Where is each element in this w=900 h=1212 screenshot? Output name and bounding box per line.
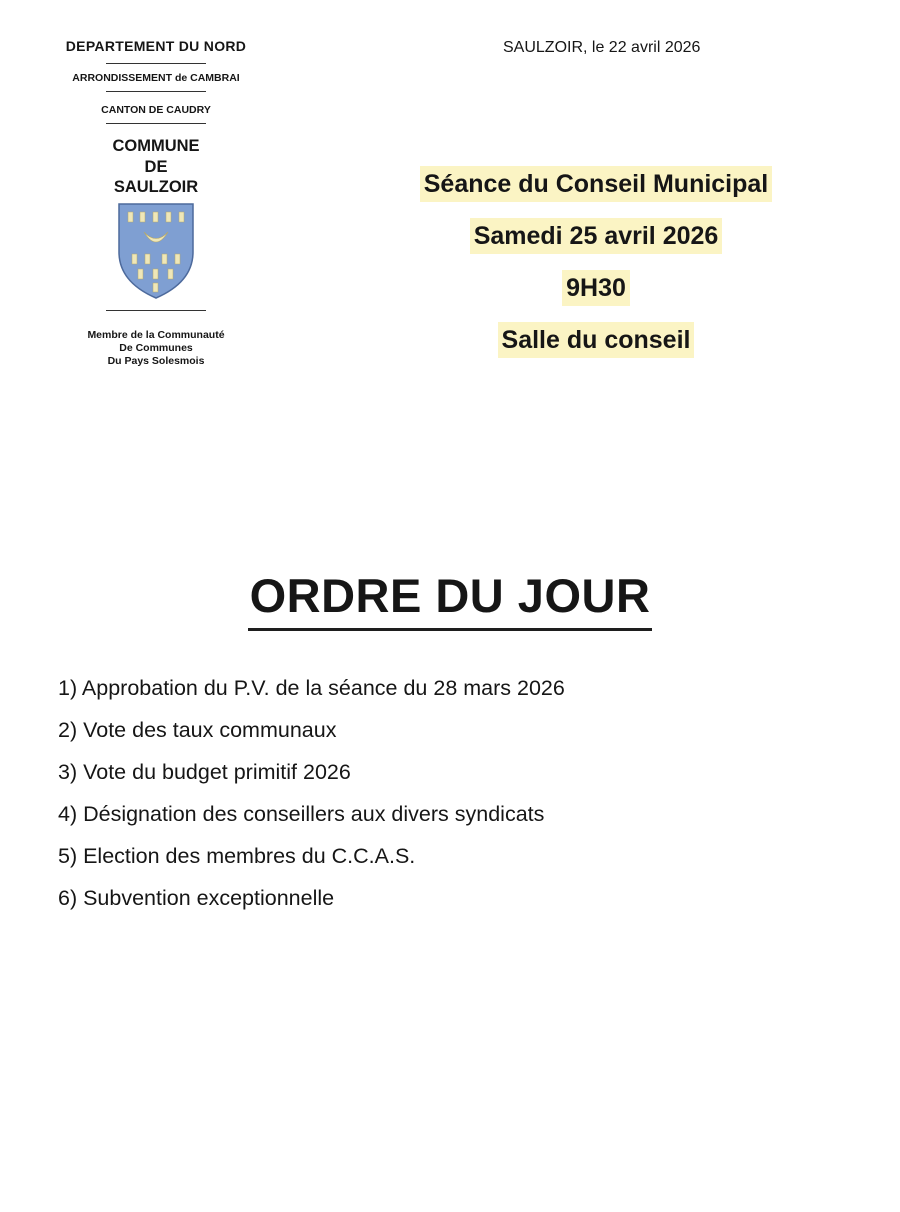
- divider: [106, 63, 206, 64]
- membre-text: [40, 329, 272, 368]
- divider: [106, 91, 206, 92]
- agenda-item: 6) Subvention exceptionnelle: [58, 886, 335, 910]
- agenda-item: 4) Désignation des conseillers aux divers syndicats: [58, 802, 545, 826]
- commune-line: COMMUNE: [112, 137, 200, 155]
- agenda-item: 5) Election des membres du C.C.A.S.: [58, 844, 416, 868]
- arrondissement-label: ARRONDISSEMENT de CAMBRAI: [72, 72, 240, 84]
- agenda-item: 3) Vote du budget primitif 2026: [58, 760, 351, 784]
- membre-line: Membre de la Communauté: [87, 328, 225, 341]
- agenda-item: 1) Approbation du P.V. de la séance du 28 mars 2026: [58, 676, 565, 700]
- date-line: SAULZOIR, le 22 avril 2026: [503, 39, 701, 56]
- departement-label: DEPARTEMENT DU NORD: [65, 38, 247, 54]
- agenda-list: [58, 674, 565, 926]
- letterhead: [40, 38, 272, 368]
- meeting-info: [370, 166, 822, 374]
- meeting-location: Salle du conseil: [498, 322, 695, 358]
- coat-of-arms-icon: [116, 202, 196, 300]
- commune-line: SAULZOIR: [113, 178, 199, 196]
- meeting-time: 9H30: [562, 270, 630, 306]
- membre-line: Du Pays Solesmois: [107, 354, 205, 367]
- divider: [106, 310, 206, 311]
- agenda-item: 2) Vote des taux communaux: [58, 718, 337, 742]
- agenda-heading: [0, 568, 900, 631]
- commune-name: [40, 136, 272, 198]
- divider: [106, 123, 206, 124]
- meeting-title: Séance du Conseil Municipal: [420, 166, 773, 202]
- membre-line: De Communes: [119, 341, 193, 354]
- canton-label: CANTON DE CAUDRY: [101, 104, 211, 116]
- meeting-date: Samedi 25 avril 2026: [470, 218, 723, 254]
- agenda-title: ORDRE DU JOUR: [248, 568, 653, 631]
- commune-line: DE: [144, 157, 168, 176]
